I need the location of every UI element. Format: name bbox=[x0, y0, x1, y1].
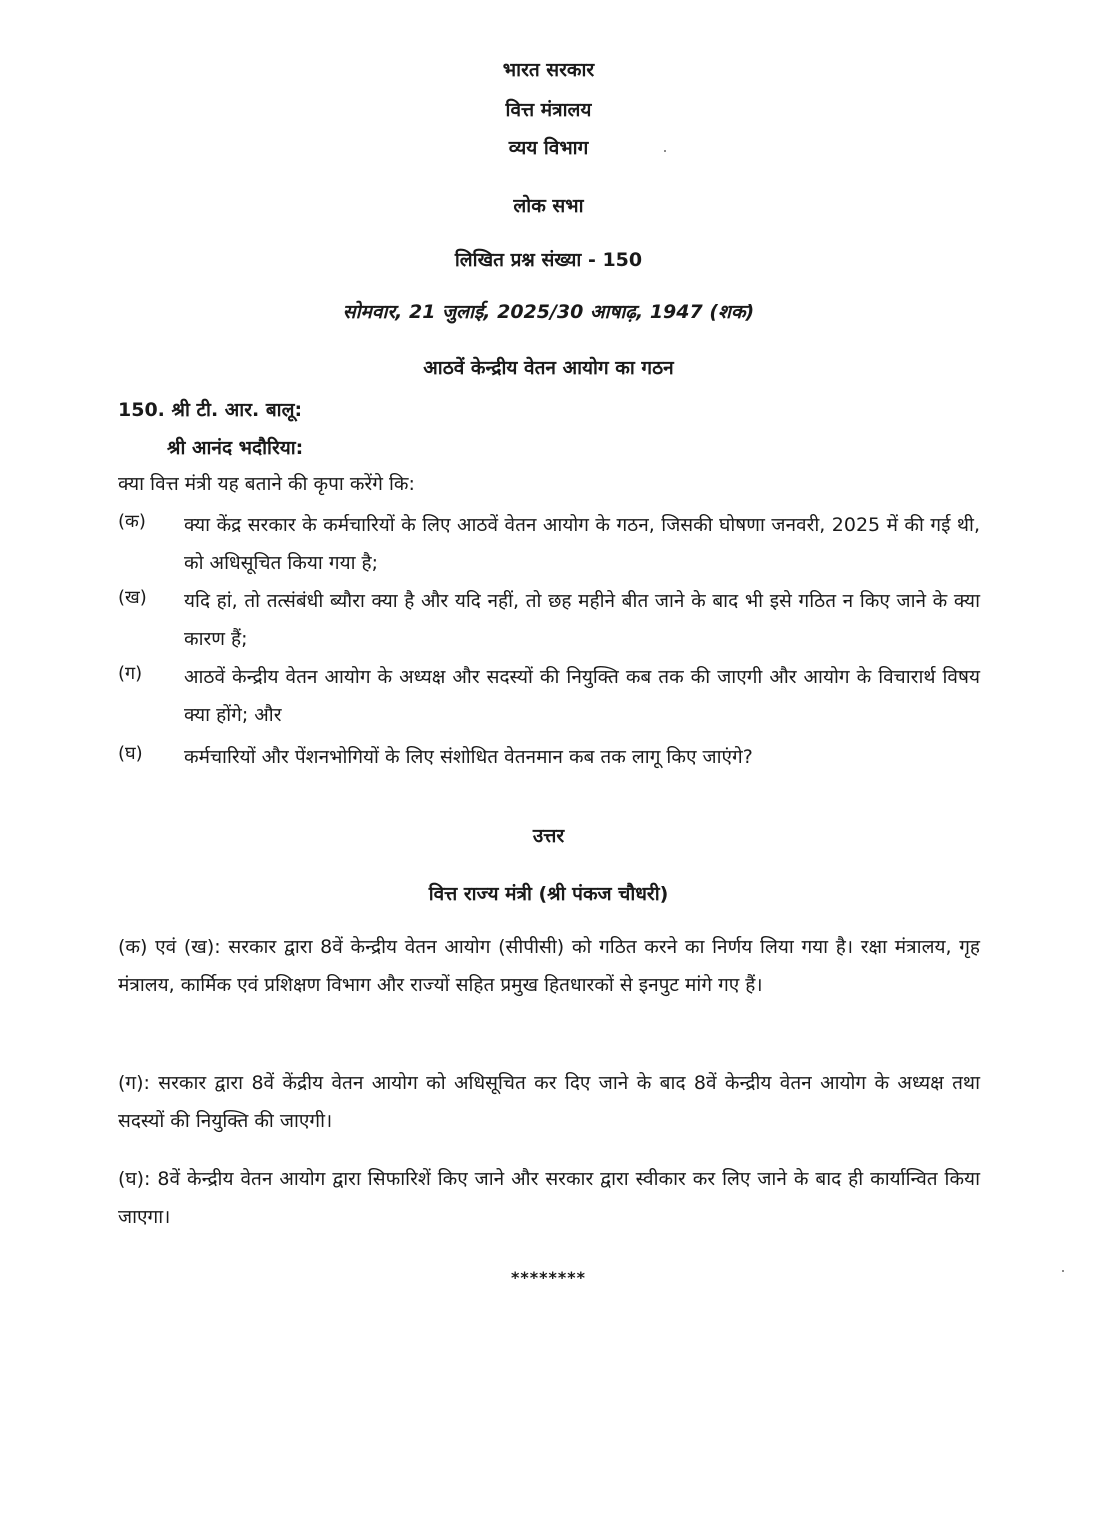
answer-paragraph-ga: (ग): सरकार द्वारा 8वें केंद्रीय वेतन आयोग को अधिसूचित कर दिए जाने के बाद 8वें केन्द्रीय वेतन आयोग के अध्यक्ष तथा सदस्यों की नियुक्ति की जाएगी। bbox=[118, 1072, 980, 1132]
department-heading: व्यय विभाग bbox=[508, 137, 589, 159]
member-name-2: श्री आनंद भदौरिया: bbox=[167, 437, 304, 459]
end-marker: ******** bbox=[511, 1268, 586, 1287]
question-subject: आठवें केन्द्रीय वेतन आयोग का गठन bbox=[423, 357, 674, 379]
question-part-text: यदि हां, तो तत्संबंधी ब्यौरा क्या है और यदि नहीं, तो छह महीने बीत जाने के बाद भी इसे गठित न किए जाने के क्या कारण हैं; bbox=[184, 590, 980, 650]
question-part-label: (घ) bbox=[118, 743, 143, 764]
answer-minister: वित्त राज्य मंत्री (श्री पंकज चौधरी) bbox=[428, 883, 669, 905]
question-intro: क्या वित्त मंत्री यह बताने की कृपा करेंगे कि: bbox=[118, 473, 415, 495]
answer-paragraph-ka-kha: (क) एवं (ख): सरकार द्वारा 8वें केन्द्रीय वेतन आयोग (सीपीसी) को गठित करने का निर्णय लिया गया है। रक्षा मंत्रालय, गृह मंत्रालय, कार्मिक एवं प्रशिक्षण विभाग और राज्यों सहित प्रमुख हितधारकों से इनपुट मांगे गए हैं। bbox=[118, 936, 980, 996]
scan-speck bbox=[664, 150, 666, 152]
question-part-text: कर्मचारियों और पेंशनभोगियों के लिए संशोधित वेतनमान कब तक लागू किए जाएंगे? bbox=[184, 746, 753, 768]
government-heading: भारत सरकार bbox=[502, 59, 595, 81]
member-name-1: 150. श्री टी. आर. बालू: bbox=[118, 399, 303, 421]
question-part-text: आठवें केन्द्रीय वेतन आयोग के अध्यक्ष और सदस्यों की नियुक्ति कब तक की जाएगी और आयोग के विचारार्थ विषय क्या होंगे; और bbox=[184, 666, 980, 726]
answer-heading: उत्तर bbox=[532, 825, 565, 847]
scan-speck bbox=[1062, 1270, 1064, 1272]
answer-paragraph-gha: (घ): 8वें केन्द्रीय वेतन आयोग द्वारा सिफारिशें किए जाने और सरकार द्वारा स्वीकार कर लिए जाने के बाद ही कार्यान्वित किया जाएगा। bbox=[118, 1168, 980, 1228]
ministry-heading: वित्त मंत्रालय bbox=[505, 99, 592, 121]
question-number: लिखित प्रश्न संख्या - 150 bbox=[454, 249, 643, 271]
house-heading: लोक सभा bbox=[513, 195, 584, 217]
question-part-label: (क) bbox=[118, 511, 146, 532]
question-part-label: (ख) bbox=[118, 587, 147, 608]
question-part-label: (ग) bbox=[118, 663, 143, 684]
question-part-text: क्या केंद्र सरकार के कर्मचारियों के लिए आठवें वेतन आयोग के गठन, जिसकी घोषणा जनवरी, 2025 में की गई थी, को अधिसूचित किया गया है; bbox=[184, 514, 980, 574]
question-date: सोमवार, 21 जुलाई, 2025/30 आषाढ़, 1947 (शक) bbox=[342, 301, 755, 323]
